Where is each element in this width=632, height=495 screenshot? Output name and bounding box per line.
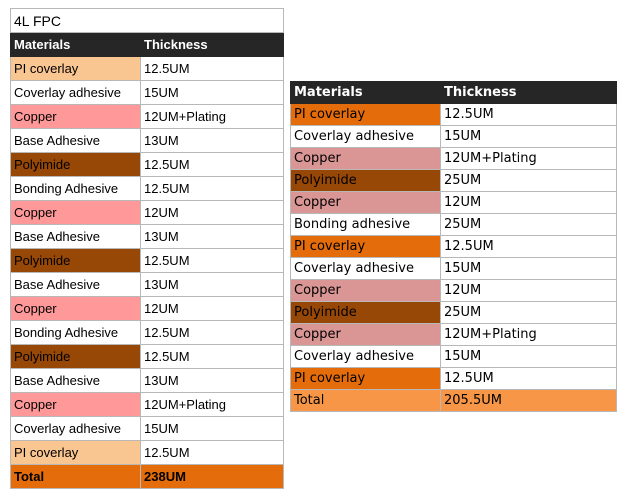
table-row — [11, 57, 284, 81]
material-cell: Copper — [11, 393, 141, 417]
material-cell: Copper — [291, 324, 441, 346]
table-row — [11, 369, 284, 393]
table-row — [11, 105, 284, 129]
total-value: 238UM — [141, 465, 284, 489]
total-row — [291, 390, 617, 412]
thickness-cell: 25UM — [441, 170, 617, 192]
thickness-cell: 12UM+Plating — [141, 393, 284, 417]
table-row — [291, 236, 617, 258]
table-row — [291, 104, 617, 126]
material-cell: Base Adhesive — [11, 129, 141, 153]
material-cell: Coverlay adhesive — [11, 81, 141, 105]
material-cell: Polyimide — [291, 170, 441, 192]
header-thickness: Thickness — [441, 82, 617, 104]
table-row — [291, 170, 617, 192]
material-cell: Copper — [291, 148, 441, 170]
material-cell: PI coverlay — [291, 236, 441, 258]
table-header-row — [291, 82, 617, 104]
material-cell: Coverlay adhesive — [11, 417, 141, 441]
thickness-cell: 13UM — [141, 273, 284, 297]
thickness-cell: 12UM+Plating — [441, 324, 617, 346]
thickness-cell: 12UM — [441, 192, 617, 214]
table-row — [291, 302, 617, 324]
thickness-cell: 13UM — [141, 129, 284, 153]
table-row — [291, 346, 617, 368]
thickness-cell: 12.5UM — [441, 104, 617, 126]
table-row — [11, 297, 284, 321]
thickness-cell: 25UM — [441, 214, 617, 236]
material-cell: Copper — [291, 280, 441, 302]
thickness-cell: 12UM — [441, 280, 617, 302]
material-cell: Polyimide — [11, 153, 141, 177]
material-cell: PI coverlay — [11, 441, 141, 465]
total-value: 205.5UM — [441, 390, 617, 412]
table-row — [11, 81, 284, 105]
thickness-cell: 12.5UM — [441, 236, 617, 258]
table-row — [11, 417, 284, 441]
thickness-cell: 12.5UM — [141, 153, 284, 177]
material-cell: Coverlay adhesive — [291, 258, 441, 280]
table-row — [11, 249, 284, 273]
table-row — [291, 148, 617, 170]
thickness-cell: 12.5UM — [141, 321, 284, 345]
thickness-cell: 15UM — [141, 81, 284, 105]
thickness-cell: 15UM — [441, 258, 617, 280]
thickness-cell: 12.5UM — [141, 249, 284, 273]
header-materials: Materials — [11, 33, 141, 57]
thickness-cell: 25UM — [441, 302, 617, 324]
thickness-cell: 13UM — [141, 369, 284, 393]
table-row — [291, 192, 617, 214]
table-row — [11, 441, 284, 465]
total-label: Total — [11, 465, 141, 489]
header-thickness: Thickness — [141, 33, 284, 57]
table-row — [11, 225, 284, 249]
table-row — [11, 153, 284, 177]
material-cell: PI coverlay — [291, 104, 441, 126]
table-row — [11, 393, 284, 417]
table-row — [291, 324, 617, 346]
table-row — [291, 280, 617, 302]
material-cell: Copper — [291, 192, 441, 214]
table-title: 4L FPC — [11, 9, 284, 33]
thickness-cell: 12UM — [141, 201, 284, 225]
stackup-table-right — [290, 81, 617, 412]
thickness-cell: 12.5UM — [141, 345, 284, 369]
thickness-cell: 15UM — [441, 126, 617, 148]
material-cell: Polyimide — [11, 249, 141, 273]
table-row — [11, 321, 284, 345]
material-cell: Base Adhesive — [11, 369, 141, 393]
material-cell: PI coverlay — [291, 368, 441, 390]
material-cell: Bonding adhesive — [291, 214, 441, 236]
table-row — [291, 214, 617, 236]
table-row — [11, 345, 284, 369]
table-row — [11, 273, 284, 297]
thickness-cell: 15UM — [141, 417, 284, 441]
material-cell: Copper — [11, 105, 141, 129]
material-cell: Polyimide — [11, 345, 141, 369]
table-header-row — [11, 33, 284, 57]
total-label: Total — [291, 390, 441, 412]
table-row — [11, 177, 284, 201]
thickness-cell: 12.5UM — [441, 368, 617, 390]
header-materials: Materials — [291, 82, 441, 104]
total-row — [11, 465, 284, 489]
material-cell: Copper — [11, 201, 141, 225]
thickness-cell: 12.5UM — [141, 441, 284, 465]
thickness-cell: 12UM+Plating — [441, 148, 617, 170]
thickness-cell: 12UM+Plating — [141, 105, 284, 129]
material-cell: PI coverlay — [11, 57, 141, 81]
table-row — [11, 201, 284, 225]
material-cell: Base Adhesive — [11, 225, 141, 249]
table-row — [291, 368, 617, 390]
table-row — [11, 129, 284, 153]
table-row — [291, 126, 617, 148]
table-title-row — [11, 9, 284, 33]
material-cell: Coverlay adhesive — [291, 346, 441, 368]
stackup-table-4l-fpc — [10, 8, 284, 489]
material-cell: Bonding Adhesive — [11, 177, 141, 201]
material-cell: Base Adhesive — [11, 273, 141, 297]
thickness-cell: 12.5UM — [141, 57, 284, 81]
material-cell: Bonding Adhesive — [11, 321, 141, 345]
material-cell: Copper — [11, 297, 141, 321]
thickness-cell: 13UM — [141, 225, 284, 249]
material-cell: Polyimide — [291, 302, 441, 324]
thickness-cell: 12.5UM — [141, 177, 284, 201]
table-row — [291, 258, 617, 280]
thickness-cell: 12UM — [141, 297, 284, 321]
thickness-cell: 15UM — [441, 346, 617, 368]
material-cell: Coverlay adhesive — [291, 126, 441, 148]
